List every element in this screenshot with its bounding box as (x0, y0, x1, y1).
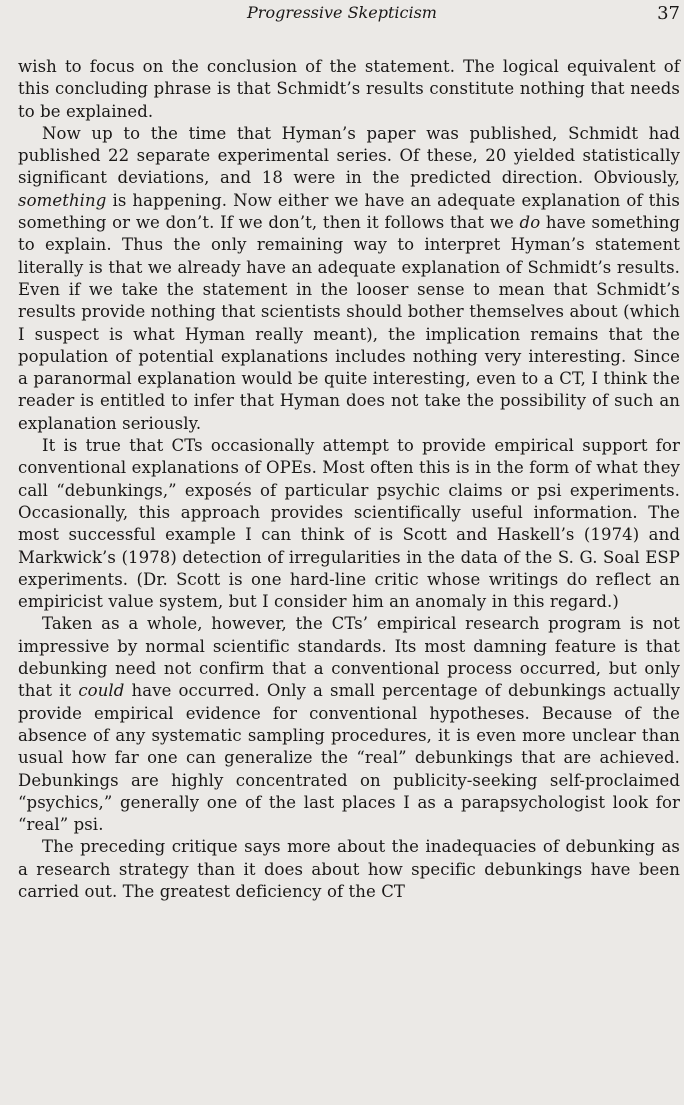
paragraph-2-part-a: Now up to the time that Hyman’s paper was published, Schmidt had published 22 separate experimental series. Of these, 20 yielded statistically significant deviations, and 18 were in the predicted direction. Obviously, (18, 123, 680, 188)
paragraph-4-part-a: Taken as a whole, however, the CTs’ empirical research program is not impressive by normal scientific standards. Its most damning feature is that debunking need not confirm that a conventional process occurred, but only that it (18, 614, 680, 701)
running-title: Progressive Skepticism (247, 3, 437, 22)
paragraph-2-part-c: have something to explain. Thus the only remaining way to interpret Hyman’s statement literally is that we already have an adequate explanation of Schmidt’s results. Even if we take the statement in the looser sense to mean that Schmidt’s results provide nothing that scientists should bother themselves about (which I suspect is what Hyman really meant), the implication remains that the population of potential explanations includes nothing very interesting. Since a paranormal explanation would be quite interesting, even to a CT, I think the reader is entitled to infer that Hyman does not take the possibility of such an explanation seriously. (18, 213, 680, 433)
emphasis-something: something (18, 190, 107, 210)
paragraph-4-part-b: have occurred. Only a small percentage of debunkings actually provide empirical evidence for conventional hypotheses. Because of the absence of any systematic sampling procedures, it is even more unclear than usual how far one can generalize the “real” debunkings that are achieved. Debunkings are highly concentrated on publicity-seeking self-proclaimed “psychics,” generally one of the last places I as a parapsychologist look for “real” psi. (18, 681, 680, 835)
page-header (0, 3, 684, 27)
paragraph-3: It is true that CTs occasionally attempt to provide empirical support for conventional explanations of OPEs. Most often this is in the form of what they call “debunkings,” exposés of particular psychic claims or psi experiments. Occasionally, this approach provides scientifically useful information. The most successful example I can think of is Scott and Haskell’s (1974) and Markwick’s (1978) detection of irregularities in the data of the S. G. Soal ESP experiments. (Dr. Scott is one hard-line critic whose writings do reflect an empiricist value system, but I consider him an anomaly in this regard.) (18, 436, 680, 612)
page-number: 37 (657, 3, 680, 24)
emphasis-do: do (519, 213, 541, 233)
paragraph-2 (18, 123, 680, 435)
paragraph-5: The preceding critique says more about the inadequacies of debunking as a research strategy than it does about how specific debunkings have been carried out. The greatest deficiency of the CT (18, 837, 680, 901)
paragraph-2-part-b: is happening. Now either we have an adequate explanation of this something or we don’t. If we don’t, then it follows that we (18, 190, 680, 233)
emphasis-could: could (78, 681, 125, 701)
paragraph-4 (18, 613, 680, 836)
paragraph-1: wish to focus on the conclusion of the statement. The logical equivalent of this concluding phrase is that Schmidt’s results constitute nothing that needs to be explained. (18, 57, 680, 121)
body-text (18, 56, 680, 903)
